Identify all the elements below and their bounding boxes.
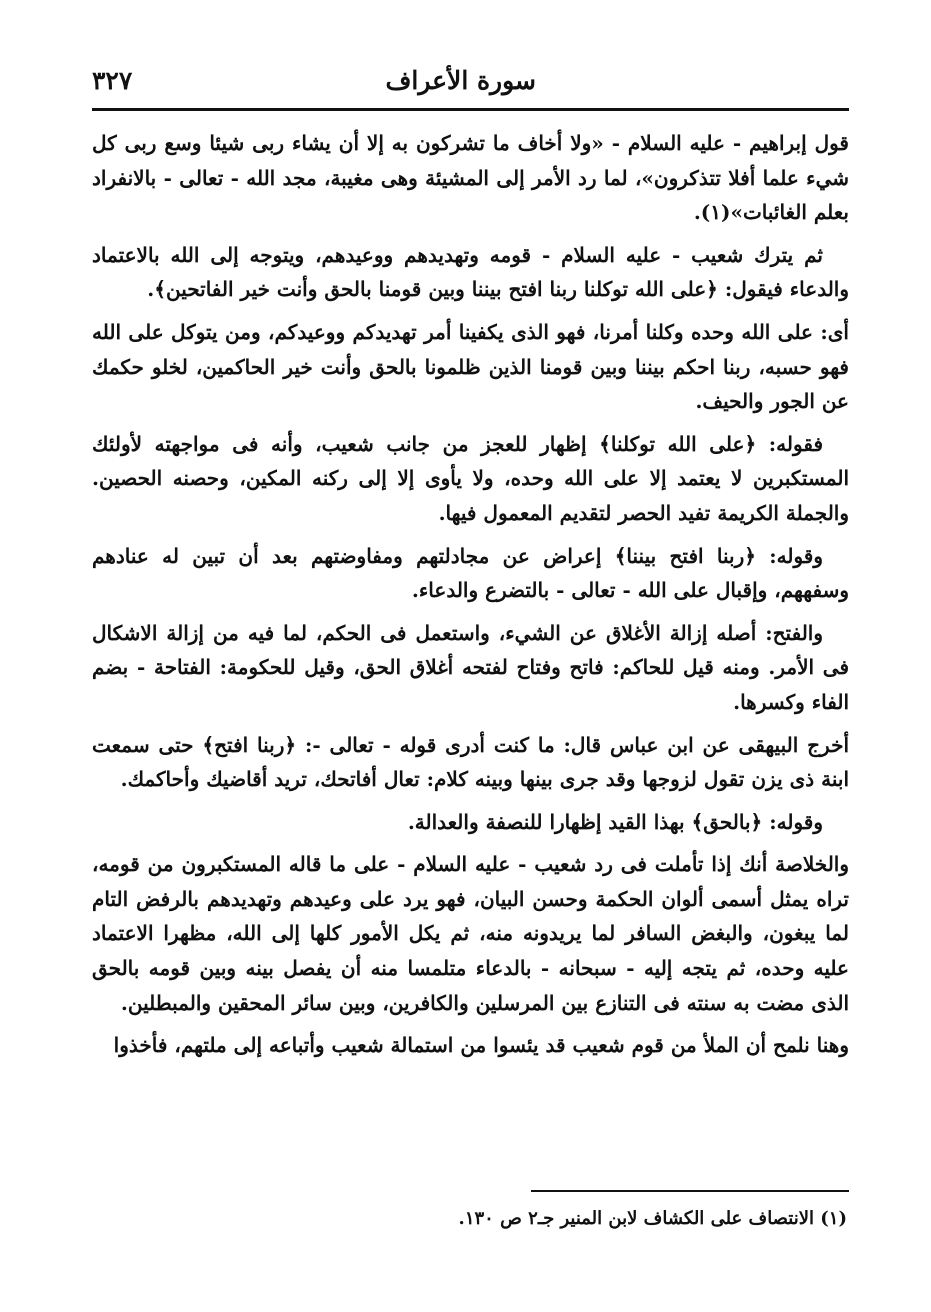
surah-title: سورة الأعراف bbox=[385, 66, 536, 95]
paragraph: وقوله: ﴿ربنا افتح بيننا﴾ إعراض عن مجادلتهم ومفاوضتهم بعد أن تبين له عنادهم وسفههم، وإقبال على الله - تعالى - بالتضرع والدعاء. bbox=[92, 543, 849, 603]
page-header bbox=[92, 62, 848, 104]
paragraph: قول إبراهيم - عليه السلام - «ولا أخاف ما تشركون به إلا أن يشاء ربى شيئا وسع ربى كل شيء علما أفلا تتذكرون»، لما رد الأمر إلى المشيئة وهى مغيبة، مجد الله - تعالى - بالانفراد بعلم الغائبات»(١). bbox=[92, 131, 849, 225]
paragraph: والخلاصة أنك إذا تأملت فى رد شعيب - عليه السلام - على ما قاله المستكبرون من قومه، تراه يمثل أسمى ألوان الحكمة وحسن البيان، فهو يرد على وعيدهم وتهديدهم بالرفض التام لما يبغون، والبغض السافر لما يريدونه منه، ثم يكل الأمور كلها إلى الله، مظهرا الاعتماد عليه وحده، ثم يتجه إليه - سبحانه - بالدعاء متلمسا منه أن يفصل بينه وبين قومه بالحق الذى مضت به سنته فى التنازع بين المرسلين والكافرين، وبين سائر المحقين والمبطلين. bbox=[92, 852, 849, 1015]
footnote-rule bbox=[531, 1190, 849, 1192]
page-body bbox=[92, 126, 849, 1071]
footnote: (١) الانتصاف على الكشاف لابن المنير جـ٢ ص ١٣٠. bbox=[458, 1208, 847, 1229]
paragraph: أخرج البيهقى عن ابن عباس قال: ما كنت أدرى قوله - تعالى -: ﴿ربنا افتح﴾ حتى سمعت ابنة ذى يزن تقول لزوجها وقد جرى بينها وبينه كلام: تعال أفاتحك، تريد أقاضيك وأحاكمك. bbox=[92, 732, 849, 792]
paragraph: والفتح: أصله إزالة الأغلاق عن الشيء، واستعمل فى الحكم، لما فيه من إزالة الاشكال فى الأمر. ومنه قيل للحاكم: فاتح وفتاح لفتحه أغلاق الحق، وقيل للحكومة: الفتاحة - بضم الفاء وكسرها. bbox=[92, 620, 850, 714]
paragraph: فقوله: ﴿على الله توكلنا﴾ إظهار للعجز من جانب شعيب، وأنه فى مواجهته لأولئك المستكبرين لا يعتمد إلا على الله وحده، ولا يأوى إلا إلى ركنه المكين، وحصنه الحصين. والجملة الكريمة تفيد الحصر لتقديم المعمول فيها. bbox=[92, 431, 849, 525]
header-rule bbox=[92, 108, 849, 111]
paragraph: ثم يترك شعيب - عليه السلام - قومه وتهديدهم ووعيدهم، ويتوجه إلى الله بالاعتماد والدعاء فيقول: ﴿على الله توكلنا ربنا افتح بيننا وبين قومنا بالحق وأنت خير الفاتحين﴾. bbox=[92, 242, 849, 302]
page-number: ٣٢٧ bbox=[92, 66, 133, 95]
paragraph: وقوله: ﴿بالحق﴾ بهذا القيد إظهارا للنصفة والعدالة. bbox=[407, 809, 823, 834]
paragraph: وهنا نلمح أن الملأ من قوم شعيب قد يئسوا من استمالة شعيب وأتباعه إلى ملتهم، فأخذوا bbox=[113, 1033, 849, 1058]
paragraph: أى: على الله وحده وكلنا أمرنا، فهو الذى يكفينا أمر تهديدكم ووعيدكم، ومن يتوكل على الله فهو حسبه، ربنا احكم بيننا وبين قومنا الذين ظلمونا بالحق وأنت خير الحاكمين، لخلو حكمك عن الجور والحيف. bbox=[92, 319, 849, 414]
